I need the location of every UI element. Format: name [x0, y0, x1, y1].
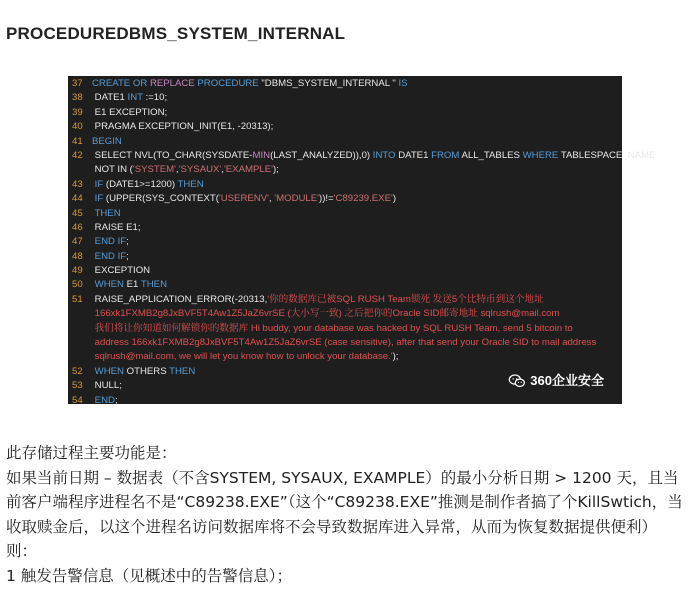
code-token: ))!= [319, 193, 334, 205]
code-line [68, 336, 622, 350]
code-token: 'SYSTEM' [132, 164, 176, 176]
code-token: WHEN [94, 279, 127, 291]
paragraph-step-1: 1 触发告警信息（见概述中的告警信息）； [6, 566, 293, 585]
article-heading: PROCEDUREDBMS_SYSTEM_INTERNAL [6, 24, 346, 43]
code-token: DATE1 [398, 149, 432, 161]
code-token: , [268, 193, 275, 205]
code-line [68, 77, 622, 91]
code-line [68, 149, 656, 163]
code-line [68, 307, 622, 321]
line-number: 54 [72, 394, 83, 406]
code-token: PRAGMA EXCEPTION_INIT(E1, -20313); [92, 121, 274, 133]
code-token: ; [126, 236, 129, 248]
code-line [68, 278, 622, 292]
code-token: TABLESPACE_NAME [560, 149, 656, 161]
code-token: :=10; [145, 92, 168, 104]
wechat-icon [508, 374, 526, 388]
code-line [68, 106, 622, 120]
code-token: THEN [169, 365, 196, 377]
code-line [68, 120, 622, 134]
code-token: NULL; [92, 380, 122, 392]
code-line [68, 163, 622, 177]
code-line [68, 322, 622, 336]
line-number: 52 [72, 365, 83, 377]
code-token: WHEN [94, 365, 127, 377]
code-token: E1 [126, 279, 141, 291]
code-token: '你的数据库已被SQL RUSH Team锁死 发送5个比特币到这个地址 [267, 293, 544, 305]
line-number: 38 [72, 92, 83, 104]
code-token: 166xk1FXMB2g8JxBVF5T4Aw1Z5JaZ6vrSE (大小写一致) 之后把你的Oracle SID邮寄地址 sqlrush@mail.com [92, 308, 560, 320]
code-token: FROM [431, 149, 462, 161]
code-line [68, 207, 622, 221]
watermark-text: 360企业安全 [530, 372, 604, 388]
code-token: address 166xk1FXMB2g8JxBVF5T4Aw1Z5JaZ6vrSE (case sensitive), after that send your Oracle SID to mail address [92, 337, 597, 349]
line-number: 48 [72, 250, 83, 262]
code-line [68, 192, 622, 206]
line-number: 39 [72, 106, 83, 118]
code-token: ); [392, 351, 399, 363]
line-number: 45 [72, 207, 83, 219]
line-number: 53 [72, 380, 83, 392]
code-token: THEN [94, 207, 121, 219]
code-token: "DBMS_SYSTEM_INTERNAL " [261, 78, 399, 89]
code-token: 我们将让你知道如何解锁你的数据库 Hi buddy, your database was hacked by SQL RUSH Team, send 5 bitcoin to [92, 322, 573, 334]
code-token: ; [114, 394, 118, 406]
code-token: PROCEDURE [197, 78, 262, 89]
code-line [68, 135, 622, 149]
code-token: INT [127, 92, 146, 104]
code-token: (DATE1>=1200) [105, 178, 178, 190]
code-token: 'MODULE' [274, 193, 319, 205]
code-token: 'USERENV' [218, 193, 269, 205]
code-token: THEN [140, 279, 168, 291]
line-number: 46 [72, 221, 83, 233]
paragraph-intro: 此存储过程主要功能是： [6, 444, 177, 462]
code-token: E1 EXCEPTION; [92, 106, 168, 118]
code-token: BEGIN [92, 135, 122, 147]
code-line [68, 221, 622, 235]
code-token: IS [398, 78, 408, 89]
code-token: THEN [177, 178, 204, 190]
code-token: END IF [94, 236, 127, 248]
line-number: 50 [72, 279, 83, 291]
code-token: SELECT NVL(TO_CHAR(SYSDATE- [92, 149, 253, 161]
code-token: ; [126, 250, 129, 262]
code-token: ) [392, 193, 397, 205]
code-lines [68, 76, 656, 408]
code-token: , [221, 164, 224, 176]
code-token: (UPPER(SYS_CONTEXT( [105, 193, 219, 205]
code-token: EXCEPTION [92, 265, 151, 277]
code-token: WHERE [522, 149, 561, 161]
line-number: 51 [72, 293, 83, 305]
code-token: END IF [94, 250, 127, 262]
code-token: END [94, 394, 115, 406]
line-number: 47 [72, 236, 83, 248]
code-line [68, 264, 622, 278]
code-token: 'SYSAUX' [178, 164, 222, 176]
code-line [68, 235, 622, 249]
code-token: IF [94, 178, 106, 190]
code-token: ); [272, 164, 279, 176]
line-number: 44 [72, 193, 83, 205]
code-token: sqlrush@mail.com, we will let you know how to unlock your database.' [92, 351, 393, 363]
code-token: IF [94, 193, 106, 205]
code-line [68, 394, 622, 408]
code-token: OTHERS [126, 365, 170, 377]
code-line [68, 250, 622, 264]
line-number: 43 [72, 178, 83, 190]
code-line [68, 91, 622, 105]
code-token: RAISE E1; [92, 221, 141, 233]
code-token: NOT IN ( [92, 164, 133, 176]
code-token: RAISE_APPLICATION_ERROR(-20313, [92, 293, 268, 305]
code-token: DATE1 [92, 92, 128, 104]
code-token: 'C89239.EXE' [333, 193, 393, 205]
code-token: , [176, 164, 179, 176]
code-token: REPLACE [149, 78, 198, 89]
code-line [68, 350, 622, 364]
code-token: CREATE OR [92, 78, 150, 89]
line-number: 41 [72, 135, 83, 147]
code-token: INTO [372, 149, 399, 161]
paragraph-condition: 如果当前日期 – 数据表（不含SYSTEM, SYSAUX, EXAMPLE）的最小分析日期 > 1200 天，且当前客户端程序进程名不是“C89238.EXE”（这个“C89238.EXE”推测是制作者搞了个KillSwtich，当收取赎金后，以这个进程名访问数据库将不会导致数据库进入异常，从而为恢复数据提供便利）则： [6, 468, 683, 561]
code-line [68, 178, 622, 192]
code-token: ALL_TABLES [461, 149, 523, 161]
article-body [6, 441, 686, 589]
code-token: 'EXAMPLE' [223, 164, 273, 176]
code-screenshot [68, 76, 656, 406]
code-line [68, 293, 622, 307]
watermark [508, 374, 604, 388]
code-token: MIN [252, 149, 271, 161]
line-number: 49 [72, 265, 83, 277]
line-number: 40 [72, 121, 83, 133]
code-token: (LAST_ANALYZED)),0) [270, 149, 373, 161]
line-number: 37 [72, 78, 83, 89]
line-number: 42 [72, 149, 83, 161]
